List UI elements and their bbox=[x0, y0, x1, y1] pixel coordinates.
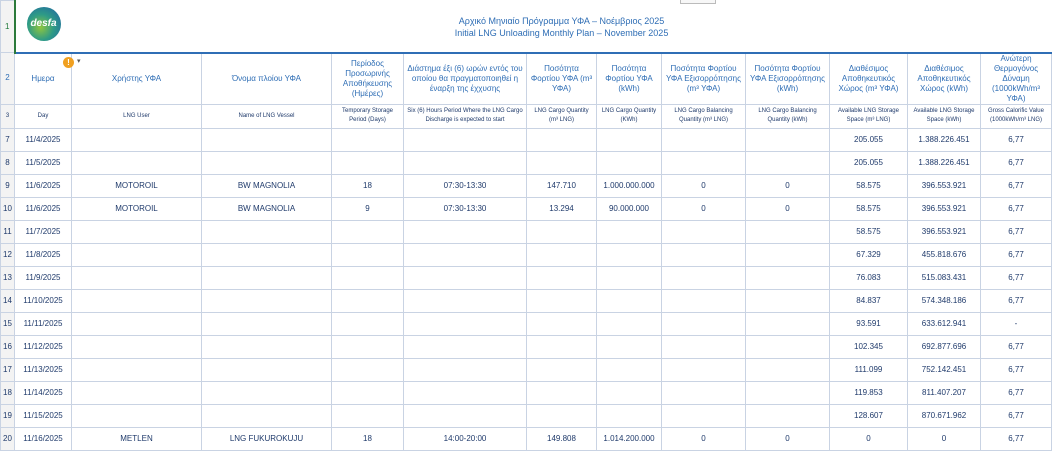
cell-discharge-window[interactable]: 07:30-13:30 bbox=[404, 174, 527, 197]
title-cell[interactable] bbox=[72, 1, 1052, 53]
cell-storage-space-m3[interactable]: 119.853 bbox=[830, 381, 908, 404]
cell-storage-space-m3[interactable]: 0 bbox=[830, 427, 908, 450]
table-row bbox=[1, 289, 1052, 312]
row-header[interactable]: 2 bbox=[1, 53, 15, 105]
subheader-lng-user[interactable]: LNG User bbox=[72, 104, 202, 128]
cell-vessel-name[interactable]: BW MAGNOLIA bbox=[202, 174, 332, 197]
cell-discharge-window[interactable]: 07:30-13:30 bbox=[404, 197, 527, 220]
table-row bbox=[1, 266, 1052, 289]
cell-discharge-window[interactable] bbox=[404, 220, 527, 243]
cell-balancing-m3[interactable] bbox=[662, 404, 746, 427]
cell-lng-user[interactable] bbox=[72, 243, 202, 266]
row-header[interactable]: 8 bbox=[1, 151, 15, 174]
header-balancing-m3[interactable]: Ποσότητα Φορτίου ΥΦΑ Εξισορρόπησης (m³ ΥΦΑ) bbox=[662, 53, 746, 105]
row-header[interactable]: 12 bbox=[1, 243, 15, 266]
cell-balancing-m3[interactable] bbox=[662, 243, 746, 266]
cell-balancing-kwh[interactable] bbox=[746, 404, 830, 427]
cell-lng-user[interactable] bbox=[72, 358, 202, 381]
subheader-discharge-window[interactable]: Six (6) Hours Period Where the LNG Cargo Discharge is expected to start bbox=[404, 104, 527, 128]
cell-cargo-m3[interactable] bbox=[527, 243, 597, 266]
cell-balancing-m3[interactable] bbox=[662, 220, 746, 243]
cell-storage-space-m3[interactable]: 111.099 bbox=[830, 358, 908, 381]
cell-gross-calorific-value[interactable]: 6,77 bbox=[981, 266, 1052, 289]
cell-storage-space-kwh[interactable]: 633.612.941 bbox=[908, 312, 981, 335]
cell-cargo-m3[interactable] bbox=[527, 220, 597, 243]
cell-gross-calorific-value[interactable]: 6,77 bbox=[981, 220, 1052, 243]
row-header[interactable]: 15 bbox=[1, 312, 15, 335]
cell-storage-period[interactable] bbox=[332, 128, 404, 151]
cell-discharge-window[interactable] bbox=[404, 358, 527, 381]
cell-storage-space-kwh[interactable]: 455.818.676 bbox=[908, 243, 981, 266]
cell-storage-space-m3[interactable]: 128.607 bbox=[830, 404, 908, 427]
cell-vessel-name[interactable] bbox=[202, 381, 332, 404]
cell-storage-space-kwh[interactable]: 1.388.226.451 bbox=[908, 151, 981, 174]
cell-cargo-kwh[interactable] bbox=[597, 151, 662, 174]
scroll-tab[interactable] bbox=[680, 0, 716, 4]
cell-discharge-window[interactable] bbox=[404, 312, 527, 335]
cell-storage-space-kwh[interactable]: 752.142.451 bbox=[908, 358, 981, 381]
cell-day[interactable]: 11/16/2025 bbox=[15, 427, 72, 450]
cell-cargo-kwh[interactable] bbox=[597, 312, 662, 335]
subheader-storage-space-m3[interactable]: Available LNG Storage Space (m³ LNG) bbox=[830, 104, 908, 128]
cell-lng-user[interactable] bbox=[72, 266, 202, 289]
cell-cargo-m3[interactable] bbox=[527, 381, 597, 404]
cell-day[interactable]: 11/5/2025 bbox=[15, 151, 72, 174]
subheader-cargo-kwh[interactable]: LNG Cargo Quantity (KWh) bbox=[597, 104, 662, 128]
cell-gross-calorific-value[interactable]: 6,77 bbox=[981, 404, 1052, 427]
cell-storage-space-m3[interactable]: 58.575 bbox=[830, 220, 908, 243]
cell-balancing-m3[interactable] bbox=[662, 128, 746, 151]
cell-storage-period[interactable]: 18 bbox=[332, 174, 404, 197]
header-cargo-kwh[interactable]: Ποσότητα Φορτίου ΥΦΑ (kWh) bbox=[597, 53, 662, 105]
cell-storage-space-kwh[interactable]: 515.083.431 bbox=[908, 266, 981, 289]
cell-gross-calorific-value[interactable]: 6,77 bbox=[981, 335, 1052, 358]
cell-vessel-name[interactable]: LNG FUKUROKUJU bbox=[202, 427, 332, 450]
subheader-storage-period[interactable]: Temporary Storage Period (Days) bbox=[332, 104, 404, 128]
cell-cargo-m3[interactable] bbox=[527, 289, 597, 312]
row-header[interactable]: 17 bbox=[1, 358, 15, 381]
table-row bbox=[1, 427, 1052, 450]
cell-discharge-window[interactable]: 14:00-20:00 bbox=[404, 427, 527, 450]
cell-balancing-kwh[interactable] bbox=[746, 358, 830, 381]
cell-balancing-kwh[interactable] bbox=[746, 381, 830, 404]
cell-day[interactable]: 11/11/2025 bbox=[15, 312, 72, 335]
cell-vessel-name[interactable] bbox=[202, 358, 332, 381]
cell-storage-space-m3[interactable]: 84.837 bbox=[830, 289, 908, 312]
row-header[interactable]: 13 bbox=[1, 266, 15, 289]
cell-discharge-window[interactable] bbox=[404, 289, 527, 312]
header-cargo-m3[interactable]: Ποσότητα Φορτίου ΥΦΑ (m³ ΥΦΑ) bbox=[527, 53, 597, 105]
cell-lng-user[interactable] bbox=[72, 335, 202, 358]
cell-balancing-kwh[interactable]: 0 bbox=[746, 197, 830, 220]
cell-cargo-kwh[interactable] bbox=[597, 335, 662, 358]
cell-cargo-kwh[interactable]: 1.014.200.000 bbox=[597, 427, 662, 450]
cell-storage-space-kwh[interactable]: 574.348.186 bbox=[908, 289, 981, 312]
row-header[interactable]: 10 bbox=[1, 197, 15, 220]
cell-vessel-name[interactable] bbox=[202, 266, 332, 289]
subheader-storage-space-kwh[interactable]: Available LNG Storage Space (kWh) bbox=[908, 104, 981, 128]
subheader-cargo-m3[interactable]: LNG Cargo Quantity (m³ LNG) bbox=[527, 104, 597, 128]
cell-discharge-window[interactable] bbox=[404, 381, 527, 404]
cell-gross-calorific-value[interactable]: 6,77 bbox=[981, 427, 1052, 450]
cell-day[interactable]: 11/6/2025 bbox=[15, 174, 72, 197]
cell-cargo-m3[interactable]: 13.294 bbox=[527, 197, 597, 220]
cell-cargo-m3[interactable]: 147.710 bbox=[527, 174, 597, 197]
table-row bbox=[1, 151, 1052, 174]
row-header[interactable]: 16 bbox=[1, 335, 15, 358]
cell-cargo-kwh[interactable] bbox=[597, 289, 662, 312]
cell-storage-space-kwh[interactable]: 692.877.696 bbox=[908, 335, 981, 358]
cell-discharge-window[interactable] bbox=[404, 404, 527, 427]
cell-discharge-window[interactable] bbox=[404, 151, 527, 174]
table-row bbox=[1, 174, 1052, 197]
table-row bbox=[1, 404, 1052, 427]
cell-gross-calorific-value[interactable]: - bbox=[981, 312, 1052, 335]
cell-day[interactable]: 11/7/2025 bbox=[15, 220, 72, 243]
cell-vessel-name[interactable] bbox=[202, 220, 332, 243]
cell-storage-space-kwh[interactable]: 811.407.207 bbox=[908, 381, 981, 404]
subheader-day[interactable]: Day bbox=[15, 104, 72, 128]
cell-day[interactable]: 11/12/2025 bbox=[15, 335, 72, 358]
table-row bbox=[1, 312, 1052, 335]
cell-balancing-m3[interactable] bbox=[662, 151, 746, 174]
cell-storage-period[interactable] bbox=[332, 289, 404, 312]
row-header[interactable]: 9 bbox=[1, 174, 15, 197]
cell-cargo-m3[interactable] bbox=[527, 404, 597, 427]
cell-cargo-kwh[interactable] bbox=[597, 220, 662, 243]
cell-balancing-m3[interactable] bbox=[662, 289, 746, 312]
title-greek: Αρχικό Μηνιαίο Πρόγραμμα ΥΦΑ – Νοέμβριος 2025 bbox=[458, 15, 665, 26]
cell-cargo-kwh[interactable] bbox=[597, 266, 662, 289]
cell-balancing-kwh[interactable]: 0 bbox=[746, 427, 830, 450]
cell-storage-space-kwh[interactable]: 0 bbox=[908, 427, 981, 450]
cell-cargo-m3[interactable] bbox=[527, 266, 597, 289]
cell-storage-space-m3[interactable]: 205.055 bbox=[830, 151, 908, 174]
cell-cargo-m3[interactable] bbox=[527, 358, 597, 381]
row-header[interactable]: 14 bbox=[1, 289, 15, 312]
cell-cargo-m3[interactable]: 149.808 bbox=[527, 427, 597, 450]
logo-cell[interactable] bbox=[15, 1, 72, 53]
cell-discharge-window[interactable] bbox=[404, 128, 527, 151]
cell-day[interactable]: 11/8/2025 bbox=[15, 243, 72, 266]
cell-day[interactable]: 11/13/2025 bbox=[15, 358, 72, 381]
cell-balancing-kwh[interactable] bbox=[746, 335, 830, 358]
cell-storage-period[interactable] bbox=[332, 312, 404, 335]
table-row bbox=[1, 128, 1052, 151]
cell-discharge-window[interactable] bbox=[404, 243, 527, 266]
cell-gross-calorific-value[interactable]: 6,77 bbox=[981, 197, 1052, 220]
cell-gross-calorific-value[interactable]: 6,77 bbox=[981, 243, 1052, 266]
cell-vessel-name[interactable] bbox=[202, 243, 332, 266]
cell-storage-period[interactable] bbox=[332, 243, 404, 266]
cell-storage-space-m3[interactable]: 76.083 bbox=[830, 266, 908, 289]
cell-lng-user[interactable] bbox=[72, 312, 202, 335]
cell-storage-space-kwh[interactable]: 870.671.962 bbox=[908, 404, 981, 427]
cell-lng-user[interactable]: MOTOROIL bbox=[72, 197, 202, 220]
desfa-logo: desfa bbox=[27, 7, 61, 41]
cell-lng-user[interactable]: METLEN bbox=[72, 427, 202, 450]
cell-storage-space-m3[interactable]: 58.575 bbox=[830, 174, 908, 197]
cell-storage-period[interactable] bbox=[332, 151, 404, 174]
cell-lng-user[interactable] bbox=[72, 381, 202, 404]
cell-balancing-kwh[interactable] bbox=[746, 128, 830, 151]
cell-cargo-kwh[interactable]: 90.000.000 bbox=[597, 197, 662, 220]
table-row bbox=[1, 197, 1052, 220]
cell-day[interactable]: 11/6/2025 bbox=[15, 197, 72, 220]
header-lng-user[interactable]: Χρήστης ΥΦΑ bbox=[72, 53, 202, 105]
cell-storage-period[interactable] bbox=[332, 381, 404, 404]
cell-balancing-m3[interactable] bbox=[662, 266, 746, 289]
cell-balancing-kwh[interactable] bbox=[746, 220, 830, 243]
cell-day[interactable]: 11/15/2025 bbox=[15, 404, 72, 427]
header-storage-space-kwh[interactable]: Διαθέσιμος Αποθηκευτικός Χώρος (kWh) bbox=[908, 53, 981, 105]
header-storage-period[interactable]: Περίοδος Προσωρινής Αποθήκευσης (Ημέρες) bbox=[332, 53, 404, 105]
warning-icon[interactable]: ! bbox=[63, 57, 74, 68]
cell-storage-period[interactable]: 9 bbox=[332, 197, 404, 220]
cell-cargo-kwh[interactable] bbox=[597, 358, 662, 381]
cell-vessel-name[interactable] bbox=[202, 404, 332, 427]
cell-storage-space-kwh[interactable]: 1.388.226.451 bbox=[908, 128, 981, 151]
cell-storage-space-m3[interactable]: 67.329 bbox=[830, 243, 908, 266]
header-balancing-kwh[interactable]: Ποσότητα Φορτίου ΥΦΑ Εξισορρόπησης (kWh) bbox=[746, 53, 830, 105]
cell-cargo-kwh[interactable]: 1.000.000.000 bbox=[597, 174, 662, 197]
cell-gross-calorific-value[interactable]: 6,77 bbox=[981, 358, 1052, 381]
row-header[interactable]: 1 bbox=[1, 1, 15, 53]
header-label: Ημερα bbox=[31, 73, 55, 83]
cell-cargo-m3[interactable] bbox=[527, 151, 597, 174]
cell-cargo-m3[interactable] bbox=[527, 128, 597, 151]
subheader-vessel-name[interactable]: Name of LNG Vessel bbox=[202, 104, 332, 128]
cell-vessel-name[interactable] bbox=[202, 289, 332, 312]
cell-cargo-m3[interactable] bbox=[527, 335, 597, 358]
cell-lng-user[interactable] bbox=[72, 128, 202, 151]
cell-balancing-kwh[interactable] bbox=[746, 243, 830, 266]
cell-storage-period[interactable] bbox=[332, 358, 404, 381]
cell-vessel-name[interactable] bbox=[202, 128, 332, 151]
chevron-down-icon[interactable]: ▾ bbox=[77, 57, 81, 65]
cell-day[interactable]: 11/4/2025 bbox=[15, 128, 72, 151]
header-vessel-name[interactable]: Όνομα πλοίου ΥΦΑ bbox=[202, 53, 332, 105]
cell-storage-space-m3[interactable]: 58.575 bbox=[830, 197, 908, 220]
cell-lng-user[interactable]: MOTOROIL bbox=[72, 174, 202, 197]
cell-gross-calorific-value[interactable]: 6,77 bbox=[981, 151, 1052, 174]
table-row bbox=[1, 243, 1052, 266]
subheader-balancing-kwh[interactable]: LNG Cargo Balancing Quantity (kWh) bbox=[746, 104, 830, 128]
cell-lng-user[interactable] bbox=[72, 220, 202, 243]
cell-balancing-m3[interactable]: 0 bbox=[662, 174, 746, 197]
cell-gross-calorific-value[interactable]: 6,77 bbox=[981, 174, 1052, 197]
table-row bbox=[1, 335, 1052, 358]
cell-discharge-window[interactable] bbox=[404, 266, 527, 289]
cell-vessel-name[interactable]: BW MAGNOLIA bbox=[202, 197, 332, 220]
row-header[interactable]: 3 bbox=[1, 104, 15, 128]
cell-cargo-kwh[interactable] bbox=[597, 243, 662, 266]
cell-vessel-name[interactable] bbox=[202, 312, 332, 335]
cell-storage-space-m3[interactable]: 93.591 bbox=[830, 312, 908, 335]
cell-day[interactable]: 11/9/2025 bbox=[15, 266, 72, 289]
cell-storage-space-m3[interactable]: 205.055 bbox=[830, 128, 908, 151]
cell-storage-period[interactable] bbox=[332, 220, 404, 243]
header-discharge-window[interactable]: Διάστημα έξι (6) ωρών εντός του οποίου θα πραγματοποιηθεί η έναρξη της έχχυσης bbox=[404, 53, 527, 105]
header-storage-space-m3[interactable]: Διαθέσιμος Αποθηκευτικός Χώρος (m³ ΥΦΑ) bbox=[830, 53, 908, 105]
cell-storage-space-kwh[interactable]: 396.553.921 bbox=[908, 197, 981, 220]
row-header[interactable]: 7 bbox=[1, 128, 15, 151]
cell-storage-space-m3[interactable]: 102.345 bbox=[830, 335, 908, 358]
cell-balancing-m3[interactable] bbox=[662, 381, 746, 404]
cell-balancing-kwh[interactable]: 0 bbox=[746, 174, 830, 197]
cell-storage-period[interactable] bbox=[332, 335, 404, 358]
cell-cargo-kwh[interactable] bbox=[597, 381, 662, 404]
subheader-balancing-m3[interactable]: LNG Cargo Balancing Quantity (m³ LNG) bbox=[662, 104, 746, 128]
cell-storage-space-kwh[interactable]: 396.553.921 bbox=[908, 174, 981, 197]
cell-balancing-m3[interactable]: 0 bbox=[662, 197, 746, 220]
header-day[interactable] bbox=[15, 53, 81, 105]
title-english: Initial LNG Unloading Monthly Plan – November 2025 bbox=[454, 27, 669, 38]
cell-day[interactable]: 11/14/2025 bbox=[15, 381, 72, 404]
cell-gross-calorific-value[interactable]: 6,77 bbox=[981, 381, 1052, 404]
cell-balancing-kwh[interactable] bbox=[746, 266, 830, 289]
cell-day[interactable]: 11/10/2025 bbox=[15, 289, 72, 312]
table-row bbox=[1, 220, 1052, 243]
cell-lng-user[interactable] bbox=[72, 151, 202, 174]
cell-cargo-kwh[interactable] bbox=[597, 404, 662, 427]
cell-balancing-m3[interactable] bbox=[662, 312, 746, 335]
cell-balancing-m3[interactable]: 0 bbox=[662, 427, 746, 450]
cell-lng-user[interactable] bbox=[72, 404, 202, 427]
cell-storage-period[interactable] bbox=[332, 404, 404, 427]
cell-balancing-kwh[interactable] bbox=[746, 151, 830, 174]
cell-vessel-name[interactable] bbox=[202, 335, 332, 358]
cell-balancing-kwh[interactable] bbox=[746, 289, 830, 312]
cell-gross-calorific-value[interactable]: 6,77 bbox=[981, 128, 1052, 151]
cell-storage-period[interactable] bbox=[332, 266, 404, 289]
cell-balancing-m3[interactable] bbox=[662, 358, 746, 381]
row-header[interactable]: 18 bbox=[1, 381, 15, 404]
cell-lng-user[interactable] bbox=[72, 289, 202, 312]
row-header[interactable]: 19 bbox=[1, 404, 15, 427]
cell-balancing-m3[interactable] bbox=[662, 335, 746, 358]
cell-vessel-name[interactable] bbox=[202, 151, 332, 174]
cell-discharge-window[interactable] bbox=[404, 335, 527, 358]
cell-gross-calorific-value[interactable]: 6,77 bbox=[981, 289, 1052, 312]
subheader-gross-calorific-value[interactable]: Gross Calorific Value (1000kWh/m³ LNG) bbox=[981, 104, 1052, 128]
table-row bbox=[1, 381, 1052, 404]
row-header[interactable]: 20 bbox=[1, 427, 15, 450]
cell-storage-space-kwh[interactable]: 396.553.921 bbox=[908, 220, 981, 243]
header-gross-calorific-value[interactable]: Ανώτερη Θερμογόνος Δύναμη (1000kWh/m³ ΥΦΑ) bbox=[981, 53, 1052, 105]
cell-storage-period[interactable]: 18 bbox=[332, 427, 404, 450]
cell-cargo-m3[interactable] bbox=[527, 312, 597, 335]
table-row bbox=[1, 358, 1052, 381]
cell-balancing-kwh[interactable] bbox=[746, 312, 830, 335]
cell-cargo-kwh[interactable] bbox=[597, 128, 662, 151]
row-header[interactable]: 11 bbox=[1, 220, 15, 243]
